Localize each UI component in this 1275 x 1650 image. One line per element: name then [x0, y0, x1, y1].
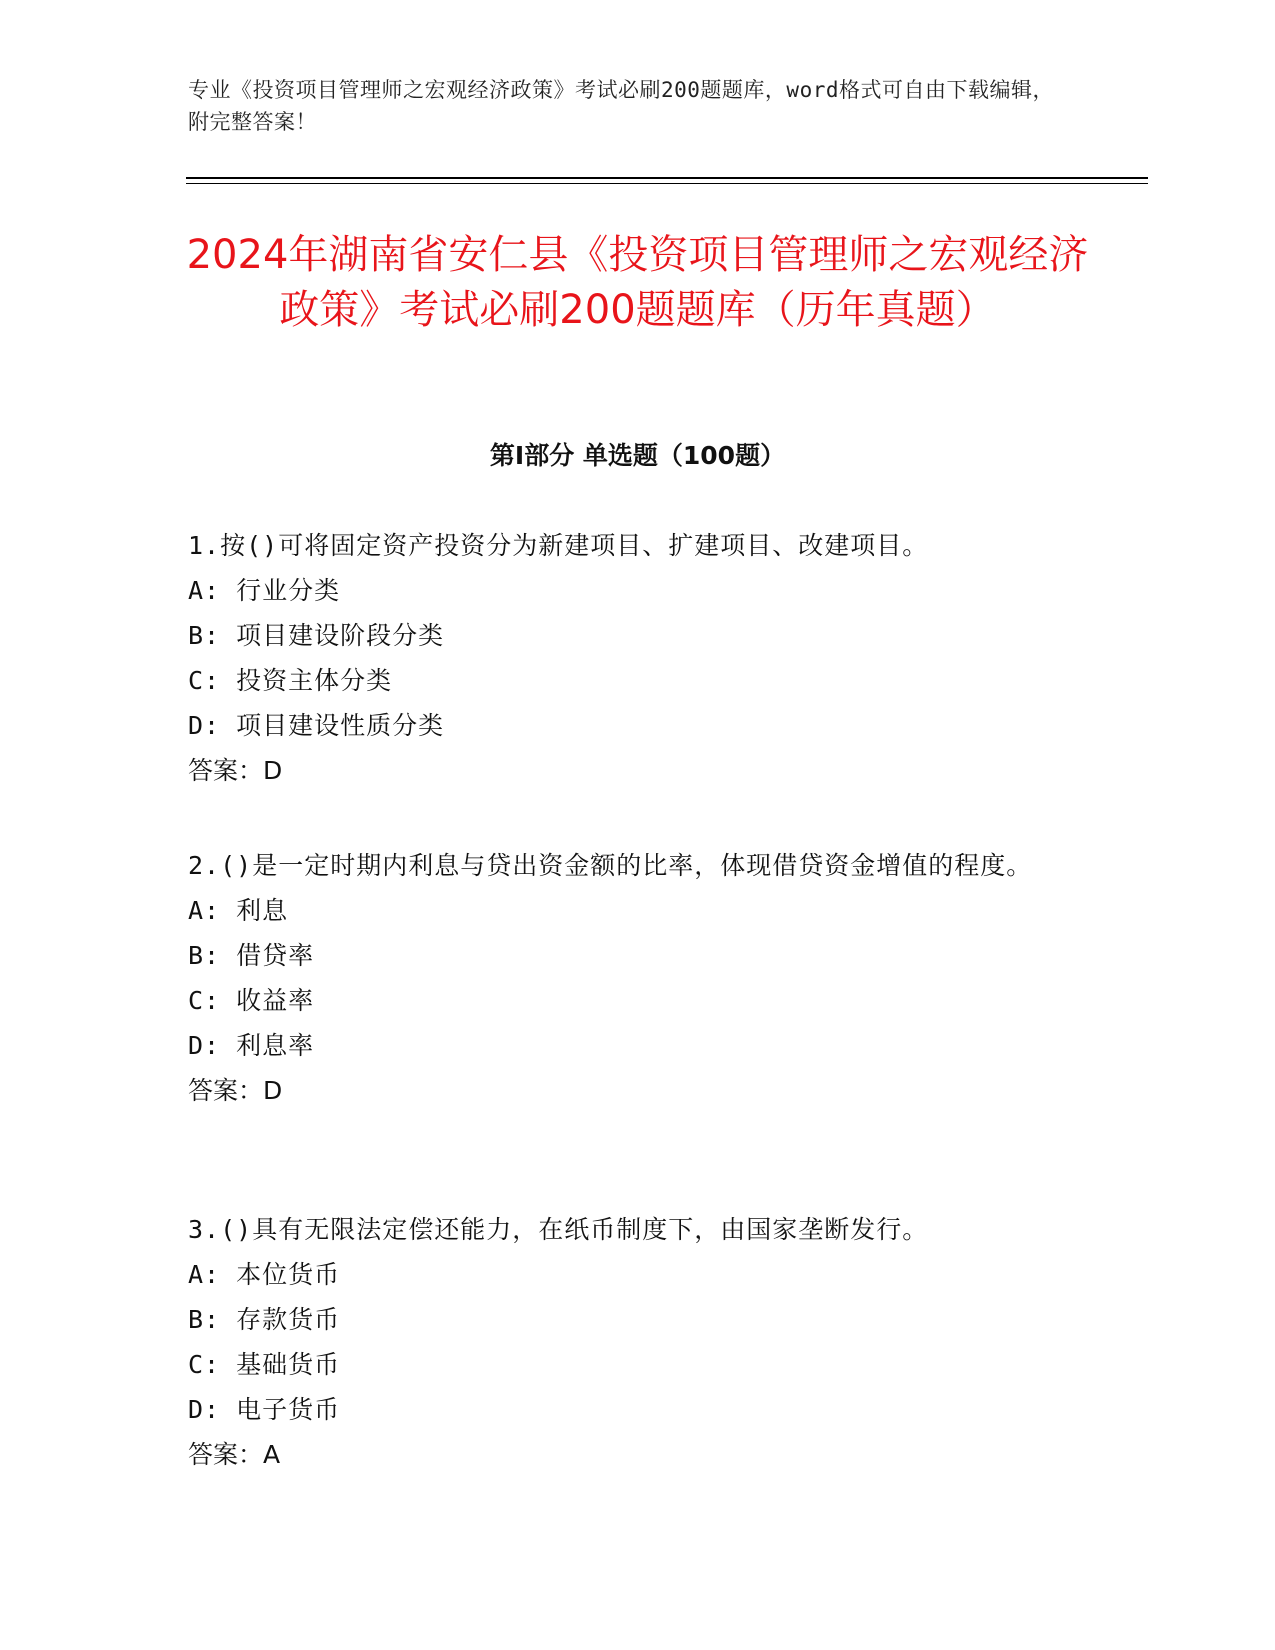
option-a: A: 本位货币 — [188, 1260, 341, 1289]
option-c: C: 基础货币 — [188, 1350, 341, 1379]
question-stem: 2.()是一定时期内利息与贷出资金额的比率，体现借贷资金增值的程度。 — [188, 851, 1033, 880]
answer-line: 答案：D — [188, 1076, 283, 1105]
option-d: D: 利息率 — [188, 1031, 315, 1060]
header-rule-thin — [186, 183, 1148, 184]
option-d: D: 项目建设性质分类 — [188, 711, 445, 740]
option-a: A: 利息 — [188, 896, 289, 925]
document-title: 2024年湖南省安仁县《投资项目管理师之宏观经济政策》考试必刷200题题库（历年真题） — [186, 232, 1089, 333]
option-c: C: 投资主体分类 — [188, 666, 393, 695]
option-a: A: 行业分类 — [188, 576, 341, 605]
option-b: B: 借贷率 — [188, 941, 315, 970]
header-rule-thick — [186, 177, 1148, 179]
section-heading: 第I部分 单选题（100题） — [489, 441, 786, 470]
question-2 — [188, 843, 1068, 1113]
option-b: B: 项目建设阶段分类 — [188, 621, 445, 650]
option-c: C: 收益率 — [188, 986, 315, 1015]
question-stem: 3.()具有无限法定偿还能力，在纸币制度下，由国家垄断发行。 — [188, 1215, 929, 1244]
question-stem: 1.按()可将固定资产投资分为新建项目、扩建项目、改建项目。 — [188, 531, 929, 560]
option-b: B: 存款货币 — [188, 1305, 341, 1334]
answer-line: 答案：A — [188, 1440, 281, 1469]
header-note: 专业《投资项目管理师之宏观经济政策》考试必刷200题题库，word格式可自由下载编辑，附完整答案！ — [188, 78, 1054, 134]
question-3 — [188, 1207, 1068, 1477]
question-1 — [188, 523, 1068, 793]
answer-line: 答案：D — [188, 756, 283, 785]
option-d: D: 电子货币 — [188, 1395, 341, 1424]
